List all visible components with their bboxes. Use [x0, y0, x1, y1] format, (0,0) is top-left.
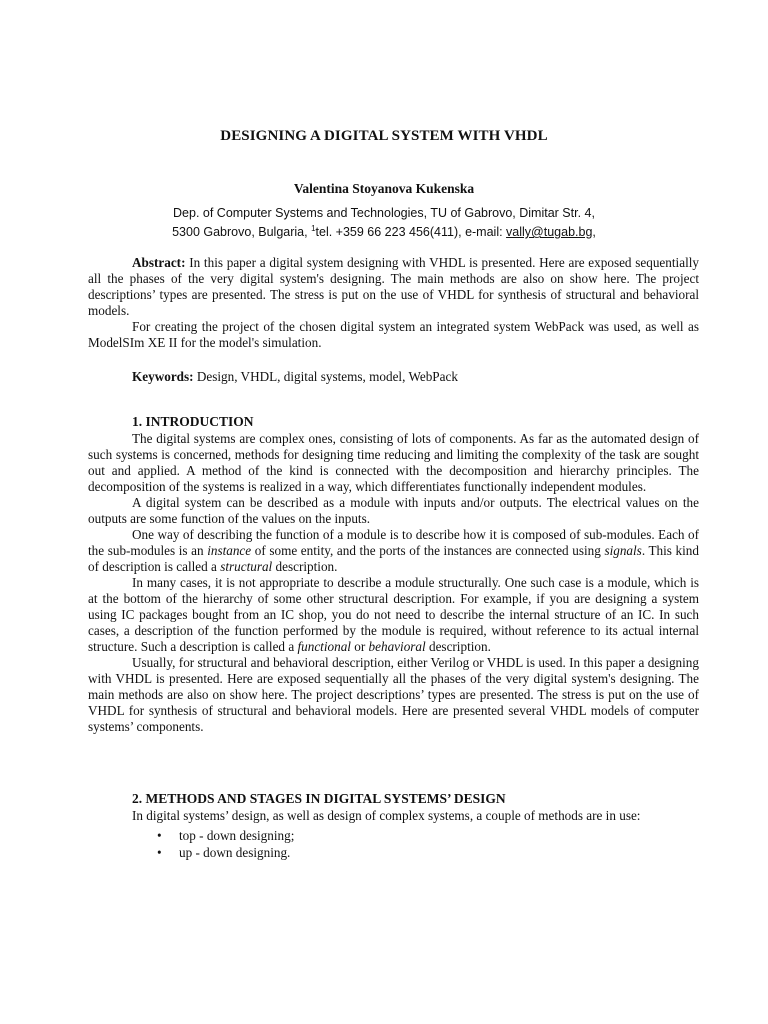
footnote-mark: 1: [311, 224, 316, 233]
intro-paragraph-1: The digital systems are complex ones, consisting of lots of components. As far as the automated design of such systems is concerned, methods for designing time reducing and limiting the complexity of the task are sought out and applied. A method of the kind is connected with the decomposition and hierarchy principles. The decomposition of the systems is realized in a way, which differentiates functionally independent modules.: [88, 431, 699, 494]
bullet-icon: •: [157, 828, 162, 843]
term-signals: signals: [604, 543, 642, 558]
affiliation-line-1: Dep. of Computer Systems and Technologies, TU of Gabrovo, Dimitar Str. 4,: [173, 206, 595, 220]
email-link[interactable]: vally@tugab.bg: [506, 225, 593, 239]
intro-p4-text-b: or: [350, 639, 369, 654]
intro-paragraph-4: [88, 575, 699, 655]
abstract-section: [88, 255, 699, 351]
abstract-paragraph-2: For creating the project of the chosen digital system an integrated system WebPack was used, as well as ModelSIm XE II for the model's simulation.: [88, 319, 699, 350]
keywords-label: Keywords:: [132, 369, 194, 384]
abstract-paragraph-1: [88, 255, 699, 319]
term-instance: instance: [207, 543, 252, 558]
term-structural: structural: [220, 559, 273, 574]
keywords-section: [88, 369, 699, 385]
paper-title: DESIGNING A DIGITAL SYSTEM WITH VHDL: [220, 128, 548, 144]
keywords-text: Design, VHDL, digital systems, model, WebPack: [193, 369, 458, 384]
methods-section: [88, 791, 699, 861]
list-item: [88, 844, 699, 861]
term-functional: functional: [297, 639, 351, 654]
intro-p3-text-d: description.: [272, 559, 338, 574]
list-item: [88, 827, 699, 844]
abstract-label: Abstract:: [132, 255, 186, 270]
affiliation-line-2: [0, 221, 768, 240]
author-affiliation: [0, 205, 768, 240]
intro-p3-text-c: . This kind of description is called a: [88, 543, 699, 574]
author-name: Valentina Stoyanova Kukenska: [293, 181, 475, 196]
intro-paragraph-5: Usually, for structural and behavioral description, either Verilog or VHDL is used. In this paper a designing with VHDL is presented. Here are exposed sequentially all the phases of the very digital system's designing. The main methods are also on show here. The project descriptions’ types are presented. The stress is put on the use of VHDL for synthesis of structural and behavioral models. Here are presented several VHDL models of computer systems’ components.: [88, 655, 699, 734]
section-heading-methods: 2. METHODS AND STAGES IN DIGITAL SYSTEMS’ DESIGN: [132, 791, 506, 806]
section-heading-introduction: 1. INTRODUCTION: [132, 414, 254, 429]
intro-paragraph-3: [88, 527, 699, 575]
intro-p4-text-a: In many cases, it is not appropriate to describe a module structurally. One such case is a module, which is at the bottom of the hierarchy of some other structural description. For example, if you are designing a system using IC packages bought from an IC shop, you do not need to describe the internal structure of an IC. In such cases, a description of the function performed by the module is required, without reference to its actual internal structure. Such a description is called a: [88, 575, 699, 654]
intro-p3-text-a: One way of describing the function of a module is to describe how it is composed of sub-modules. Each of the sub-modules is an: [88, 527, 699, 558]
list-item-text: up - down designing.: [179, 845, 291, 860]
methods-list: [88, 827, 699, 861]
bullet-icon: •: [157, 845, 162, 860]
introduction-section: [88, 414, 699, 735]
intro-p4-text-c: description.: [425, 639, 491, 654]
intro-paragraph-2: A digital system can be described as a module with inputs and/or outputs. The electrical values on the outputs are some function of the values on the inputs.: [88, 495, 699, 526]
keywords-line: [88, 369, 699, 385]
abstract-text-1: In this paper a digital system designing with VHDL is presented. Here are exposed sequentially all the phases of the very digital system's designing. The main methods are also on show here. The project descriptions’ types are presented. The stress is put on the use of VHDL for synthesis of structural and behavioral models.: [88, 255, 699, 318]
intro-p3-text-b: of some entity, and the ports of the instances are connected using: [251, 543, 605, 558]
affiliation-end: ,: [592, 225, 596, 239]
affiliation-phone: tel. +359 66 223 456(411), e-mail:: [315, 225, 507, 239]
methods-paragraph-1: In digital systems’ design, as well as design of complex systems, a couple of methods are in use:: [132, 808, 641, 823]
list-item-text: top - down designing;: [179, 828, 295, 843]
affiliation-city: 5300 Gabrovo, Bulgaria,: [172, 225, 312, 239]
term-behavioral: behavioral: [368, 639, 426, 654]
